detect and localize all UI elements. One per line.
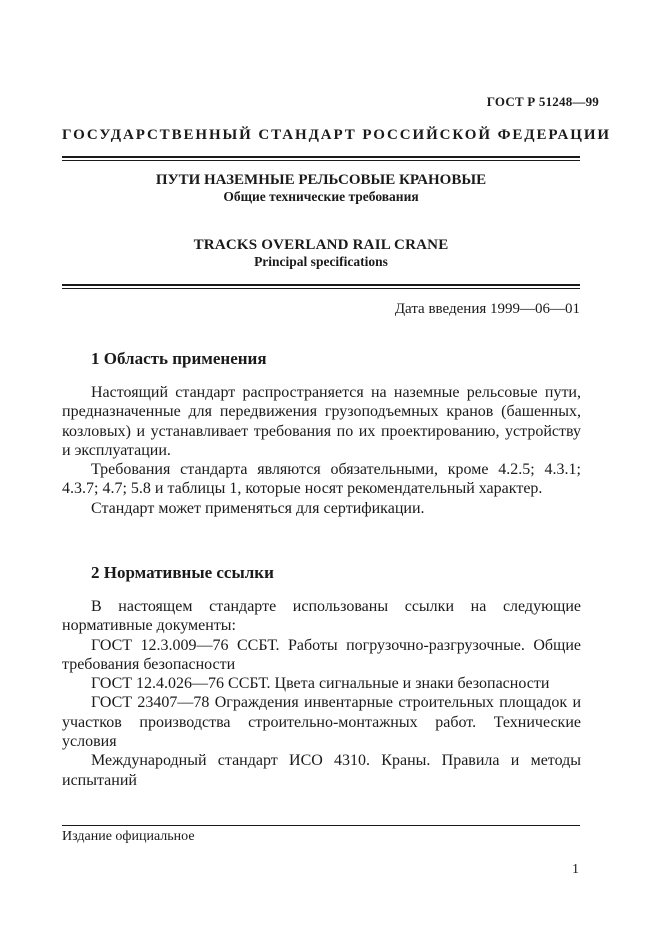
section-body-references xyxy=(62,597,581,790)
document-subtitle-ru: Общие технические требования xyxy=(223,189,419,204)
reference-item: ГОСТ 12.4.026—76 ССБТ. Цвета сигнальные и знаки безопасности xyxy=(91,675,550,693)
reference-item: ГОСТ 23407—78 Ограждения инвентарные строительных площадок и участков производства строительно-монтажных работ. Технические условия xyxy=(62,694,581,751)
document-title-ru: ПУТИ НАЗЕМНЫЕ РЕЛЬСОВЫЕ КРАНОВЫЕ xyxy=(155,172,487,188)
document-subtitle-en: Principal specifications xyxy=(254,254,388,269)
gost-code: ГОСТ Р 51248—99 xyxy=(486,94,599,109)
footer-divider xyxy=(62,825,580,826)
title-divider xyxy=(62,284,580,289)
page-number: 1 xyxy=(572,862,579,877)
paragraph: Требования стандарта являются обязательными, кроме 4.2.5; 4.3.1; 4.3.7; 4.7; 5.8 и таблицы 1, которые носят рекомендательный характер. xyxy=(62,461,581,498)
introduction-date: Дата введения 1999—06—01 xyxy=(394,301,580,317)
section-heading-scope: 1 Область применения xyxy=(91,349,267,368)
reference-item: ГОСТ 12.3.009—76 ССБТ. Работы погрузочно-разгрузочные. Общие требования безопасности xyxy=(62,636,581,673)
state-standard-title: ГОСУДАРСТВЕННЫЙ СТАНДАРТ РОССИЙСКОЙ ФЕДЕРАЦИИ xyxy=(62,127,611,143)
reference-item: Международный стандарт ИСО 4310. Краны. Правила и методы испытаний xyxy=(62,752,581,789)
paragraph: В настоящем стандарте использованы ссылки на следующие нормативные документы: xyxy=(62,598,581,635)
section-heading-references: 2 Нормативные ссылки xyxy=(91,563,274,582)
section-body-scope xyxy=(62,383,581,518)
paragraph: Стандарт может применяться для сертификации. xyxy=(91,499,425,517)
document-title-en: TRACKS OVERLAND RAIL CRANE xyxy=(193,237,449,253)
paragraph: Настоящий стандарт распространяется на наземные рельсовые пути, предназначенные для передвижения грузоподъемных кранов (башенных, козловых) и устанавливает требования по их проектированию, устройству и эксплуатации. xyxy=(62,384,581,459)
official-edition-note: Издание официальное xyxy=(62,829,195,844)
header-divider xyxy=(62,156,580,161)
